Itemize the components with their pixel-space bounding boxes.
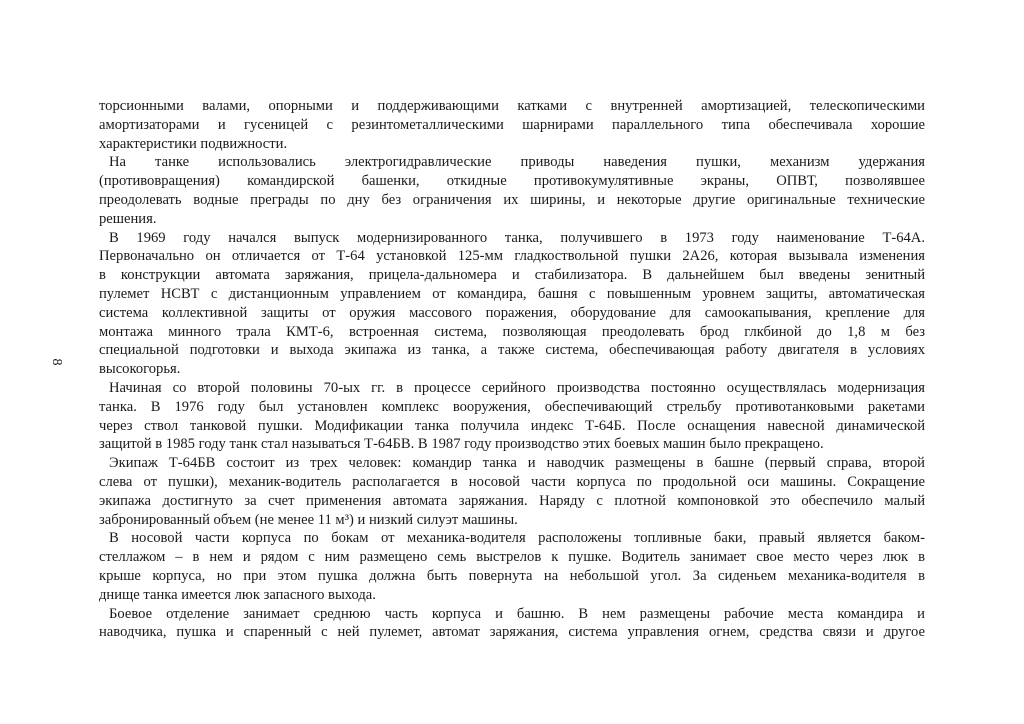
page-number: 8 [49,358,64,366]
text-line: характеристики подвижности. [99,135,288,152]
paragraph [99,379,925,454]
text-line: Первоначально он отличается от Т-64 установкой 125-мм гладкоствольной пушки 2А26, которая вызывала изменения [99,248,925,265]
paragraph [99,229,925,379]
paragraph [99,454,925,529]
text-line: экипажа достигнуто за счет применения автомата заряжания. Наряду с плотной компоновкой это обеспечило малый [99,492,925,509]
text-line: специальной подготовки и выхода экипажа из танка, а также система, обеспечивающая работу двигателя в условиях [99,342,925,359]
text-line: Начиная со второй половины 70-ых гг. в процессе серийного производства постоянно осуществлялась модернизация [109,379,925,396]
paragraph [99,97,925,153]
text-line: в конструкции автомата заряжания, прицела-дальномера и стабилизатора. В дальнейшем был введены зенитный [99,267,925,284]
text-line: амортизаторами и гусеницей с резинтометаллическими шарнирами параллельного типа обеспечивала хорошие [99,116,925,133]
text-line: высокогорья. [99,361,181,378]
text-line: Экипаж Т-64БВ состоит из трех человек: командир танка и наводчик размещены в башне (первый справа, второй [109,455,925,472]
text-line: танка. В 1976 году был установлен комплекс вооружения, обеспечивающий стрельбу противотанковыми ракетами [99,398,925,415]
text-line: слева от пушки), механик-водитель располагается в носовой части корпуса по продольной оси машины. Сокращение [99,473,925,490]
text-line: решения. [99,210,157,227]
text-line: забронированный объем (не менее 11 м³) и низкий силуэт машины. [99,511,518,528]
text-line: преодолевать водные преграды по дну без ограничения их ширины, и некоторые другие оригинальные технические [99,191,925,208]
body-text [99,97,925,642]
paragraph [99,529,925,604]
text-line: наводчика, пушка и спаренный с ней пулемет, автомат заряжания, система управления огнем, средства связи и другое [99,624,925,641]
text-line: днище танка имеется люк запасного выхода. [99,586,376,603]
text-line: В 1969 году начался выпуск модернизированного танка, получившего в 1973 году наименование Т-64А. [109,229,925,246]
text-line: В носовой части корпуса по бокам от механика-водителя расположены топливные баки, правый является баком- [109,530,925,547]
paragraph [99,605,925,643]
text-line: монтажа минного трала КМТ-6, встроенная система, позволяющая преодолевать брод глкбиной до 1,8 м без [99,323,925,340]
text-line: система коллективной защиты от оружия массового поражения, оборудование для самоокапывания, крепление для [99,304,925,321]
text-line: через ствол танковой пушки. Модификации танка получила индекс Т-64Б. После оснащения навесной динамической [99,417,925,434]
text-line: крыше корпуса, но при этом пушка должна быть повернута на небольшой угол. За сиденьем механика-водителя в [99,567,925,584]
paragraph [99,153,925,228]
text-line: (противовращения) командирской башенки, откидные противокумулятивные экраны, ОПВТ, позволявшее [99,173,925,190]
text-line: Боевое отделение занимает среднюю часть корпуса и башню. В нем размещены рабочие места командира и [109,605,925,622]
text-line: пулемет НСВТ с дистанционным управлением от командира, башня с повышенным уровнем защиты, автоматическая [99,285,925,302]
text-line: На танке использовались электрогидравлические приводы наведения пушки, механизм удержания [109,154,925,171]
text-line: стеллажом – в нем и рядом с ним размещено семь выстрелов к пушке. Водитель занимает свое место через люк в [99,549,925,566]
text-line: защитой в 1985 году танк стал называться Т-64БВ. В 1987 году производство этих боевых машин было прекращено. [99,436,824,453]
text-line: торсионными валами, опорными и поддерживающими катками с внутренней амортизацией, телескопическими [99,98,925,114]
